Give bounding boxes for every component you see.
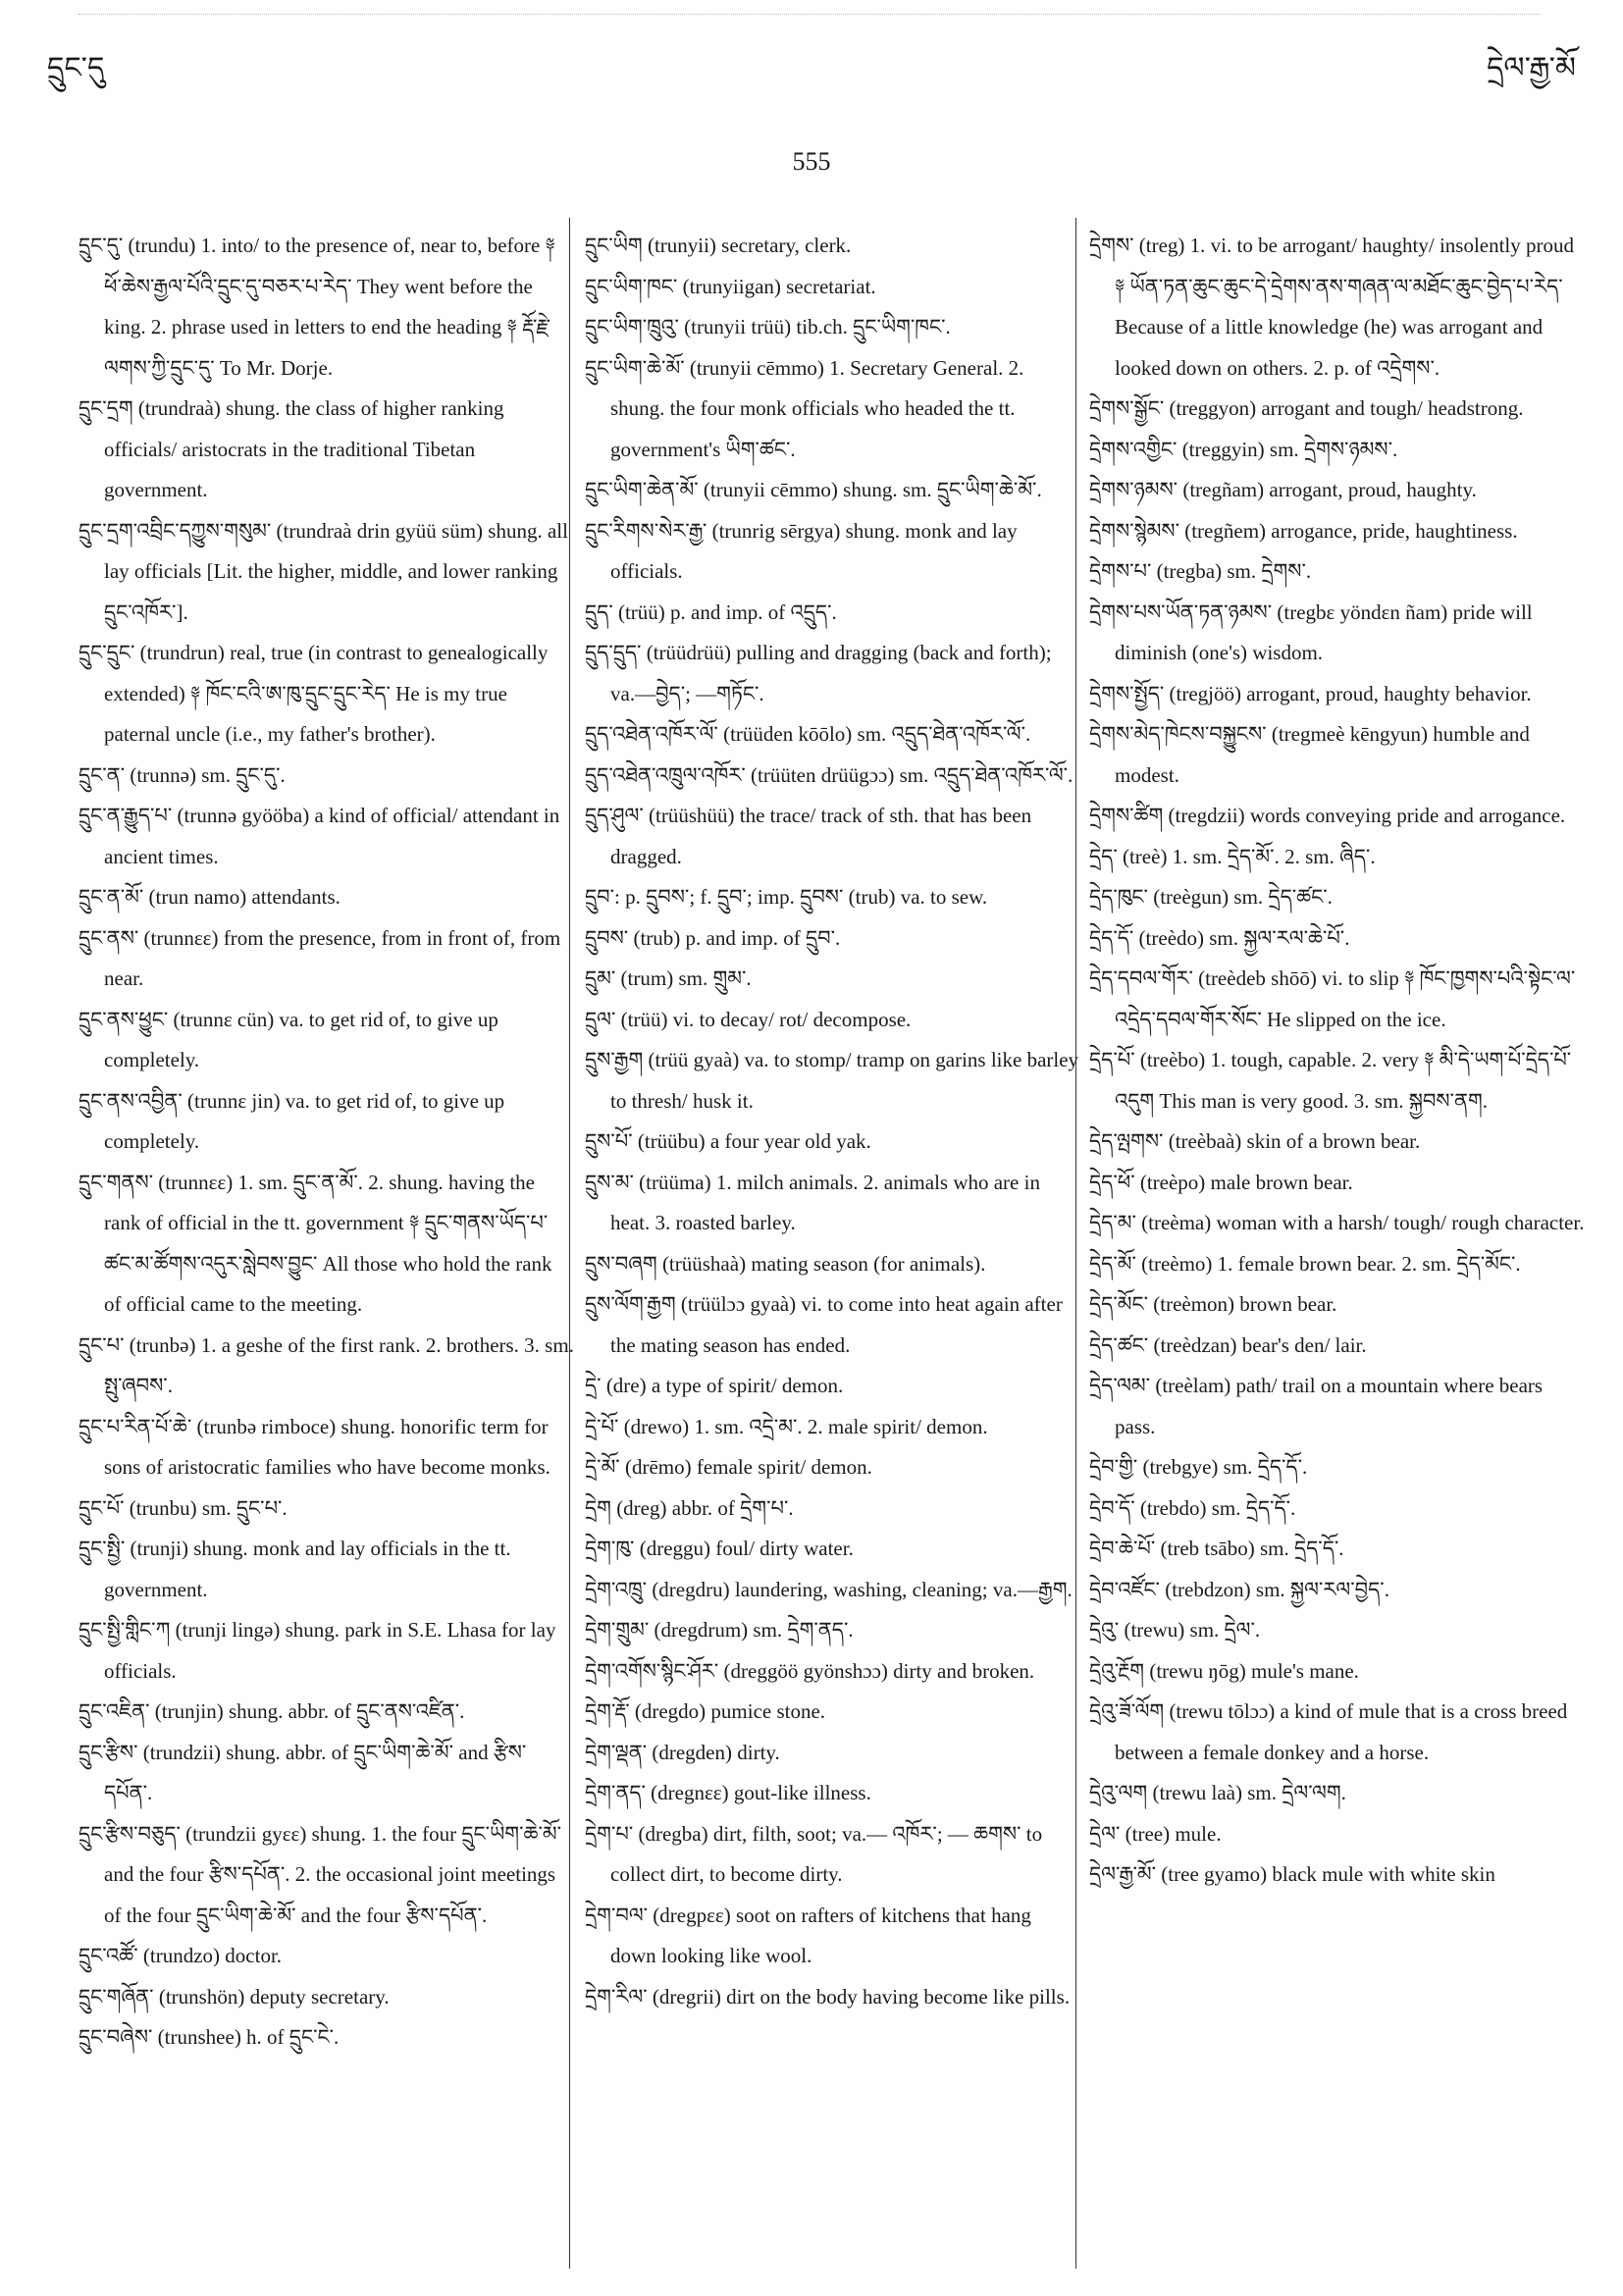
- page-number: 555: [792, 147, 831, 176]
- dictionary-entry: དྲེད་དོ་ (treèdo) sm. སྐྱལ་རལ་ཆེ་པོ་.: [1089, 925, 1350, 950]
- dictionary-entry: དྲེགས་འགྱིང་ (treggyin) sm. དྲེགས་ཉམས་.: [1089, 437, 1398, 461]
- dictionary-entry: དྲུང་དུ་ (trundu) 1. into/ to the presence of, near to, before ༈ ཕོ་ཆེས་རྒྱལ་པོའི་དྲུང་དུ་བཅར་པ་རེད་ They went before the king. 2. phrase used in letters to end the heading ༈ རྡོ་རྗེ་ལགས་ཀྱི་དྲུང་དུ་ To Mr. Dorje.: [79, 234, 555, 380]
- dictionary-entry: དྲེད་ (treè) 1. sm. དྲེད་མོ་. 2. sm. ཞིད་.: [1089, 844, 1376, 868]
- dictionary-entry: དྲུང་ཡིག་ཆེན་མོ་ (trunyii cēmmo) shung. sm. དྲུང་ཡིག་ཆེ་མོ་.: [585, 478, 1042, 501]
- dictionary-entry: དྲེག་པ་ (dregba) dirt, filth, soot; va.— འཁོར་; — ཆགས་ to collect dirt, to become dirty.: [585, 1821, 1043, 1886]
- dictionary-column-2: [585, 226, 1080, 2017]
- dictionary-column-3: [1089, 226, 1585, 1896]
- dictionary-entry: དྲུང་རྩིས་བཅུད་ (trundzii gyɛɛ) shung. 1. the four དྲུང་ཡིག་ཆེ་མོ་ and the four རྩིས་དཔོན་. 2. the occasional joint meetings of the four དྲུང་ཡིག་ཆེ་མོ་ and the four རྩིས་དཔོན་.: [79, 1821, 562, 1927]
- dictionary-entry: དྲུང་ན་མོ་ (trun namo) attendants.: [79, 885, 340, 909]
- dictionary-entry: དྲེད་པོ་ (treèbo) 1. tough, capable. 2. very ༈ མི་དེ་ཡག་པོ་དྲེད་པོ་འདུག This man is very good. 3. sm. སྐྱབས་ནག.: [1089, 1048, 1572, 1113]
- dictionary-entry: དྲུང་ཡིག་ཆེ་མོ་ (trunyii cēmmo) 1. Secretary General. 2. shung. the four monk officials who headed the tt. government's ཡིག་ཚང་.: [585, 355, 1024, 461]
- dictionary-entry: དྲེག (dreg) abbr. of དྲེག་པ་.: [585, 1495, 794, 1520]
- dictionary-entry: དྲེབ་གྱི་ (trebgye) sm. དྲེད་དོ་.: [1089, 1455, 1308, 1479]
- dictionary-entry: དྲུང་འཚོ་ (trundzo) doctor.: [79, 1944, 283, 1967]
- dictionary-entry: དྲུད་འཐེན་འཁྲུལ་འཁོར་ (trüüten drüügɔɔ) sm. འདྲུད་ཐེན་འཁོར་ལོ་.: [585, 762, 1073, 787]
- dictionary-entry: དྲེག་ཁུ་ (dreggu) foul/ dirty water.: [585, 1537, 854, 1560]
- dictionary-entry: དྲེབ་འཛོང་ (trebdzon) sm. སྐྱལ་རལ་བྱེད་.: [1089, 1577, 1389, 1601]
- dictionary-entry: དྲུང་རྩིས་ (trundzii) shung. abbr. of དྲུང་ཡིག་ཆེ་མོ་ and རྩིས་དཔོན་.: [79, 1740, 527, 1804]
- dictionary-entry: དྲུང་ན་ (trunnə) sm. དྲུང་དུ་.: [79, 762, 286, 787]
- dictionary-entry: དྲུང་དྲག (trundraà) shung. the class of higher ranking officials/ aristocrats in the traditional Tibetan government.: [79, 396, 504, 501]
- dictionary-entry: དྲུད་འཐེན་འཁོར་ལོ་ (trüüden kōōlo) sm. འདྲུད་ཐེན་འཁོར་ལོ་.: [585, 722, 1031, 746]
- dictionary-entry: དྲེད་ལམ་ (treèlam) path/ trail on a mountain where bears pass.: [1089, 1374, 1544, 1438]
- dictionary-entry: དྲེག་ལྡན་ (dregden) dirty.: [585, 1740, 780, 1764]
- dictionary-entry: དྲེའུ་ཟོ་ལོག (trewu tōlɔɔ) a kind of mule that is a cross breed between a female donkey and a horse.: [1089, 1699, 1568, 1764]
- dictionary-entry: དྲེད་ལྤགས་ (treèbaà) skin of a brown bear.: [1089, 1129, 1421, 1153]
- dictionary-entry: དྲེ་པོ་ (drewo) 1. sm. འདྲེ་མ་. 2. male spirit/ demon.: [585, 1414, 988, 1438]
- dictionary-entry: དྲུང་དྲུང་ (trundrun) real, true (in contrast to genealogically extended) ༈ ཁོང་ངའི་ཨ་ཁུ་དྲུང་དྲུང་རེད་ He is my true paternal uncle (i.e., my father's brother).: [79, 641, 549, 746]
- dictionary-entry: དྲེད་ཚང་ (treèdzan) bear's den/ lair.: [1089, 1332, 1367, 1357]
- dictionary-entry: དྲེགས་སྒྱོང་ (treggyon) arrogant and tough/ headstrong.: [1089, 396, 1524, 420]
- dictionary-entry: དྲུང་གནས་ (trunnɛɛ) 1. sm. དྲུང་ན་མོ་. 2. shung. having the rank of official in the tt. government ༈ དྲུང་གནས་ཡོད་པ་ཚང་མ་ཚོགས་འདུར་སླེབས་བྱུང་ All those who hold the rank of official came to the meeting.: [79, 1170, 552, 1316]
- dictionary-entry: དྲུས་ལོག་རྒྱག (trüülɔɔ gyaà) vi. to come into heat again after the mating season has ended.: [585, 1292, 1063, 1357]
- dictionary-entry: དྲུབས་ (trub) p. and imp. of དྲུབ་.: [585, 925, 841, 950]
- dictionary-entry: དྲེགས་པ་ (tregba) sm. དྲེགས་.: [1089, 559, 1312, 583]
- dictionary-entry: དྲུས་མ་ (trüüma) 1. milch animals. 2. animals who are in heat. 3. roasted barley.: [585, 1170, 1040, 1234]
- dictionary-entry: དྲུང་ནས་ཕྱུང་ (trunnɛ cün) va. to get rid of, to give up completely.: [79, 1007, 498, 1071]
- dictionary-entry: དྲུང་དྲག་འབྲིང་དཀྱུས་གསུམ་ (trundraà drin gyüü süm) shung. all lay officials [Lit. the higher, middle, and lower ranking དྲུང་འཁོར་].: [79, 518, 568, 624]
- dictionary-entry: དྲུས་པོ་ (trüübu) a four year old yak.: [585, 1129, 871, 1153]
- dictionary-entry: དྲེད་ཁུང་ (treègun) sm. དྲེད་ཚང་.: [1089, 885, 1333, 909]
- dictionary-entry: དྲེགས་སྤྱོད་ (tregjöö) arrogant, proud, haughty behavior.: [1089, 681, 1532, 705]
- dictionary-entry: དྲུང་གཞོན་ (trunshön) deputy secretary.: [79, 1984, 390, 2009]
- dictionary-entry: དྲེའུ་རྔོག (trewu ŋōg) mule's mane.: [1089, 1658, 1359, 1683]
- dictionary-entry: དྲུང་པོ་ (trunbu) sm. དྲུང་པ་.: [79, 1495, 288, 1520]
- scan-top-edge: [79, 14, 1541, 15]
- dictionary-entry: དྲེ་མོ་ (drēmo) female spirit/ demon.: [585, 1455, 872, 1479]
- dictionary-entry: དྲུང་ཡིག (trunyii) secretary, clerk.: [585, 234, 852, 257]
- dictionary-entry: དྲེག་གྲུམ་ (dregdrum) sm. དྲེག་ནད་.: [585, 1618, 854, 1642]
- dictionary-entry: དྲེབ་དོ་ (trebdo) sm. དྲེད་དོ་.: [1089, 1495, 1296, 1520]
- dictionary-entry: དྲེད་དབལ་གོར་ (treèdeb shōō) vi. to slip ༈ ཁོང་ཁྱགས་པའི་སྟེང་ལ་འདྲེད་དབལ་གོར་སོང་ He slipped on the ice.: [1089, 966, 1576, 1031]
- dictionary-entry: དྲེད་ཕོ་ (treèpo) male brown bear.: [1089, 1170, 1353, 1194]
- dictionary-entry: དྲེའུ་ (trewu) sm. དྲེལ་.: [1089, 1618, 1261, 1642]
- dictionary-entry: དྲུང་སྤྱི་ (trunji) shung. monk and lay officials in the tt. government.: [79, 1537, 511, 1601]
- dictionary-column-1: [79, 226, 574, 2059]
- dictionary-entry: དྲེགས་པས་ཡོན་ཏན་ཉམས་ (tregbɛ yöndɛn ñam) pride will diminish (one's) wisdom.: [1089, 600, 1533, 664]
- dictionary-entry: དྲུབ་: p. དྲུབས་; f. དྲུབ་; imp. དྲུབས་ (trub) va. to sew.: [585, 885, 988, 909]
- dictionary-entry: དྲེག་ནད་ (dregnɛɛ) gout-like illness.: [585, 1781, 871, 1804]
- dictionary-entry: དྲུང་ན་རྒྱུད་པ་ (trunnə gyööba) a kind of official/ attendant in ancient times.: [79, 804, 560, 868]
- dictionary-entry: དྲེག་རིལ་ (dregrii) dirt on the body having become like pills.: [585, 1984, 1071, 2009]
- dictionary-entry: དྲེགས་སྙེམས་ (tregñem) arrogance, pride, haughtiness.: [1089, 518, 1518, 543]
- dictionary-entry: དྲེའུ་ལག (trewu laà) sm. དྲེལ་ལག.: [1089, 1781, 1346, 1804]
- dictionary-entry: དྲུང་བཞེས་ (trunshee) h. of དྲུང་ངེ་.: [79, 2025, 340, 2049]
- dictionary-entry: དྲེག་འཁྲུ་ (dregdru) laundering, washing, cleaning; va.—རྒྱག.: [585, 1577, 1073, 1601]
- dictionary-entry: དྲུང་པ་རིན་པོ་ཆེ་ (trunbə rimboce) shung. honorific term for sons of aristocratic families who have become monks.: [79, 1414, 550, 1479]
- dictionary-entry: དྲེལ་རྒྱ་མོ་ (tree gyamo) black mule with white skin: [1089, 1862, 1495, 1886]
- dictionary-entry: དྲེགས་ཚིག (tregdzii) words conveying pride and arrogance.: [1089, 804, 1566, 827]
- guide-word-left: དྲུང་དུ: [47, 51, 105, 85]
- dictionary-entry: དྲེད་མོ་ (treèmo) 1. female brown bear. 2. sm. དྲེད་མོང་.: [1089, 1251, 1521, 1276]
- dictionary-entry: དྲུང་རིགས་སེར་རྒྱ་ (trunrig sērgya) shung. monk and lay officials.: [585, 518, 1018, 583]
- dictionary-entry: དྲེགས་ཉམས་ (tregñam) arrogant, proud, haughty.: [1089, 478, 1477, 501]
- dictionary-entry: དྲེགས་མེད་ཁེངས་བསྐྱུངས་ (tregmeè kēngyun) humble and modest.: [1089, 722, 1530, 787]
- dictionary-entry: དྲུམ་ (trum) sm. གྲུམ་.: [585, 966, 752, 990]
- dictionary-entry: དྲེག་འགོས་སྙིང་ཤོར་ (dreggöö gyönshɔɔ) dirty and broken.: [585, 1658, 1035, 1683]
- dictionary-entry: དྲེད་མོང་ (treèmon) brown bear.: [1089, 1292, 1337, 1316]
- dictionary-entry: དྲེ་ (dre) a type of spirit/ demon.: [585, 1374, 844, 1397]
- dictionary-entry: དྲུལ་ (trüü) vi. to decay/ rot/ decompose.: [585, 1007, 912, 1031]
- dictionary-entry: དྲུང་ཡིག་ཁྲུའུ་ (trunyii trüü) tib.ch. དྲུང་ཡིག་ཁང་.: [585, 315, 951, 339]
- dictionary-entry: དྲུང་པ་ (trunbə) 1. a geshe of the first rank. 2. brothers. 3. sm. སྤུ་ཞབས་.: [79, 1332, 574, 1397]
- dictionary-entry: དྲུང་འཇིན་ (trunjin) shung. abbr. of དྲུང་ནས་འཛིན་.: [79, 1699, 465, 1723]
- dictionary-entry: དྲུད་དྲུད་ (trüüdrüü) pulling and dragging (back and forth); va.—བྱེད་; —གཏོང་.: [585, 641, 1052, 705]
- dictionary-entry: དྲུང་ཡིག་ཁང་ (trunyiigan) secretariat.: [585, 274, 876, 298]
- dictionary-entry: དྲུང་ནས་འབྱིན་ (trunnɛ jin) va. to get rid of, to give up completely.: [79, 1088, 505, 1153]
- dictionary-entry: དྲུད་ (trüü) p. and imp. of འདྲུད་.: [585, 600, 837, 624]
- dictionary-entry: དྲེབ་ཆེ་པོ་ (treb tsābo) sm. དྲེད་དོ་.: [1089, 1537, 1344, 1560]
- dictionary-entry: དྲུས་བཞག (trüüshaà) mating season (for animals).: [585, 1251, 986, 1276]
- dictionary-entry: དྲུང་ནས་ (trunnɛɛ) from the presence, from in front of, from near.: [79, 925, 561, 990]
- dictionary-entry: དྲེགས་ (treg) 1. vi. to be arrogant/ haughty/ insolently proud ༈ ཡོན་ཏན་ཆུང་ཆུང་དེ་དྲེགས་ནས་གཞན་ལ་མཐོང་ཆུང་བྱེད་པ་རེད་ Because of a little knowledge (he) was arrogant and looked down on others. 2. p. of འདྲེགས་.: [1089, 234, 1575, 380]
- dictionary-entry: དྲེད་མ་ (treèma) woman with a harsh/ tough/ rough character.: [1089, 1211, 1585, 1234]
- dictionary-entry: དྲུང་སྤྱི་གླིང་ཀ (trunji lingə) shung. park in S.E. Lhasa for lay officials.: [79, 1618, 556, 1683]
- dictionary-entry: དྲུད་ཤུལ་ (trüüshüü) the trace/ track of sth. that has been dragged.: [585, 804, 1032, 868]
- dictionary-entry: དྲུས་རྒྱག (trüü gyaà) va. to stomp/ tramp on garins like barley to thresh/ husk it.: [585, 1048, 1079, 1113]
- dictionary-entry: དྲེག་བལ་ (dregpɛɛ) soot on rafters of kitchens that hang down looking like wool.: [585, 1903, 1031, 1967]
- dictionary-entry: དྲེལ་ (tree) mule.: [1089, 1821, 1222, 1846]
- dictionary-entry: དྲེག་རྡོ་ (dregdo) pumice stone.: [585, 1699, 826, 1723]
- guide-word-right: དྲེལ་རྒྱ་མོ: [1487, 51, 1576, 85]
